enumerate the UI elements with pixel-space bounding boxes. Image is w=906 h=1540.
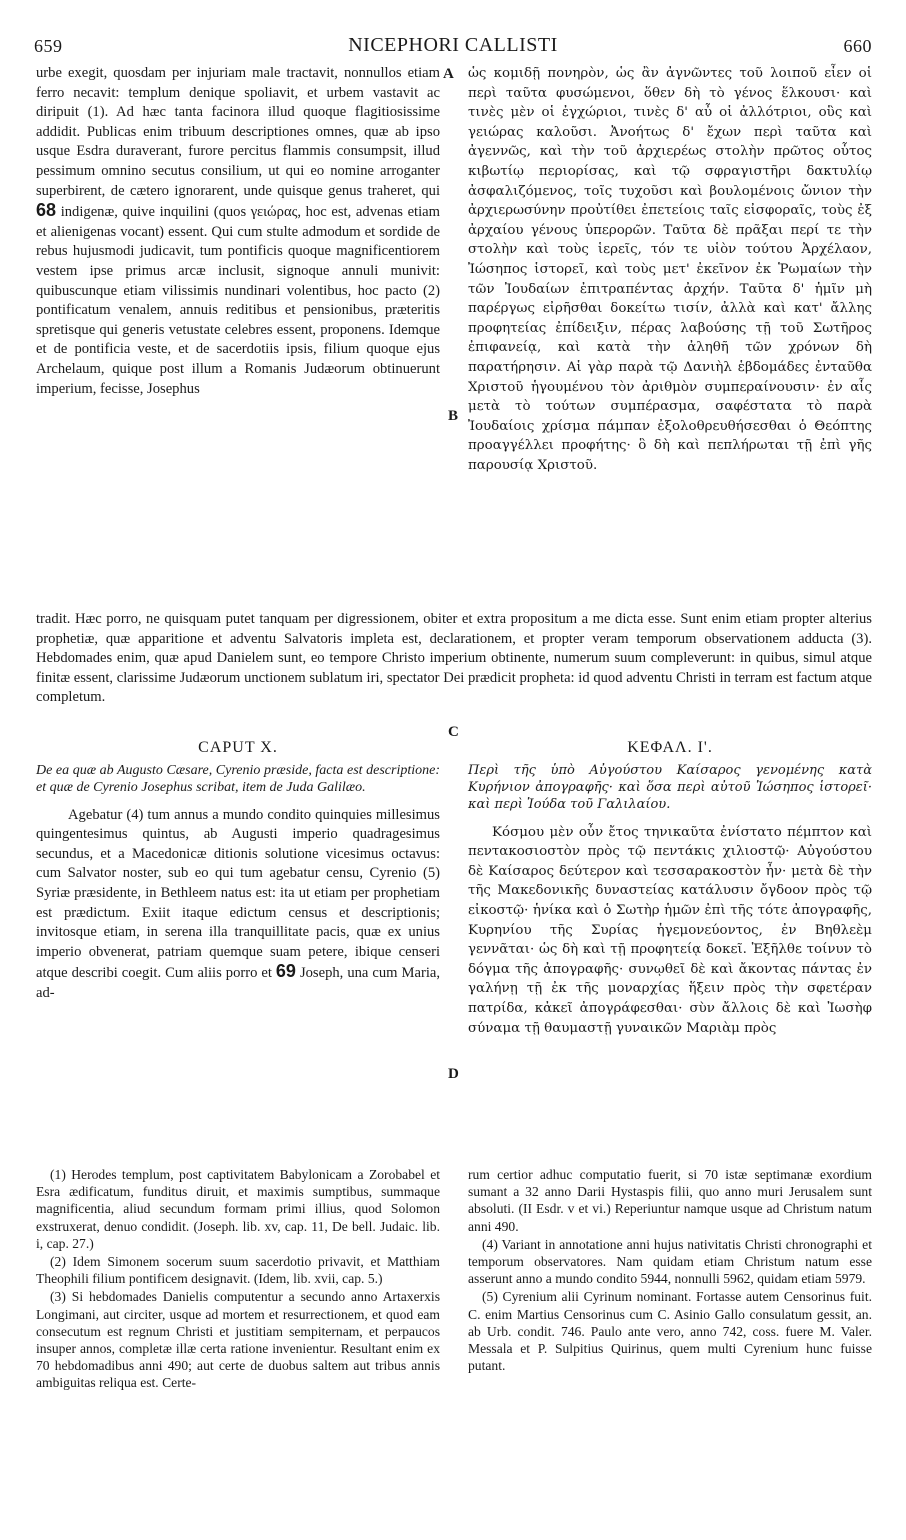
margin-marker-a: A [443,66,454,82]
footnote: (4) Variant in annotatione anni hujus nativitatis Christi chronographi et temporum observatores. Nam quidam etiam Christum natum esse asserunt anno a mundo condito 5944, nonnulli 5962, quidam etiam 5979. [468,1236,872,1287]
latin-text-a: urbe exegit, quosdam per injuriam male tractavit, nonnullos etiam ferro necavit: templum denique spoliavit, et urbem vastavit ac diripuit (1). Ad hæc tanta facinora illud quoque flagitiosissime addidit. Publicas enim tribuum descriptiones omnes, quæ ab ipso usque Esdra duraverant, furore percitus flammis consumpsit, illud pessimum omnino secutus consilium, ut qui eo nomine arroganter superbirent, de cætero ignorarent, unde quisque genus traheret, qui [36,65,440,199]
page-number-right: 660 [843,36,872,56]
latin-text-b: indigenæ, quive inquilini (quos γειώρας, hoc est, advenas etiam et alienigenas vocant) essent. Qui cum stulte admodum et sordide de rebus hujusmodi judicavit, tum pontificis quoque magnificentiorem vestem ipse primus arcæ inclusit, signoque annuli munivit: quibuscunque etiam vilissimis nundinari volentibus, hoc pacto (2) pontificatum venalem, annuis reditibus et pensionibus, præteritis spretisque qui generis vetustate celebres essent, proponens. Idemque et de pontificia veste, et de sacerdotiis ipsis, filium quoque ejus Archelaum, quique post illum a Romanis Judæorum obtinuerunt imperium, fecisse, Josephus [36,204,440,397]
footnote: (1) Herodes templum, post captivitatem Babylonicam a Zorobabel et Esra ædificatum, funditus diruit, et maximis sumptibus, summaque magnificentia, aliud secundum formam primi illius, quod Solomon exstruxerat, denuo condidit. (Joseph. lib. xv, cap. 11, De bell. Judaic. lib. i, cap. 27.) [36,1167,440,1251]
footnotes-right [468,1166,872,1375]
chapter-latin-text-b: Joseph, una cum Maria, ad- [36,965,440,1001]
footnote: (3) Si hebdomades Danielis computentur a secundo anno Artaxerxis Longimani, aut circiter, usque ad mortem et resurrectionem, et quod eam consecutum est regnum Christi et justitiam sempiternam, et perpaucos insuper annos, completæ illæ certa ratione invenientur. Resultant enim ex 70 hebdomadibus anni 490; aut certe de duobus saltem aut tribus annis ambiguitas reliqua est. Certe- [36,1289,440,1391]
marginal-number: 69 [275,961,296,982]
chapter-heading-latin: CAPUT X. [198,739,278,756]
page-number-left: 659 [34,36,63,56]
chapter-summary-latin: De ea quæ ab Augusto Cæsare, Cyrenio præside, facta est descriptione: et quæ de Cyrenio Josephus scribat, item de Juda Galilæo. [36,762,440,795]
margin-marker-c: C [448,724,459,740]
greek-column-top [468,64,872,475]
chapter-body-latin [36,806,440,1004]
footnote: rum certior adhuc computatio fuerit, si 70 istæ septimanæ exordium sumant a 32 anno Darii Hystaspis filii, quo anno muri Jerusalem sunt absoluti. (II Esdr. v et vi.) Reperiuntur namque usque ad Christum natum anni 490. [468,1167,872,1234]
chapter-latin [36,738,440,1004]
footnote: (2) Idem Simonem socerum suum sacerdotio privavit, et Matthiam Theophili filium pontificem designavit. (Idem, lib. xvii, cap. 5.) [36,1254,440,1287]
footnotes-left [36,1166,440,1393]
footnote: (5) Cyrenium alii Cyrinum nominant. Fortasse autem Censorinus fuit. C. enim Martius Censorinus cum C. Asinio Gallo consulatum gessit, an. ab Urb. condit. 746. Paulo ante vero, anno 742, coss. fuere M. Valer. Messala et P. Sulpitius Quirinus, quem multi Cyrenium hunc fuisse putant. [468,1289,872,1374]
latin-continuation: tradit. Hæc porro, ne quisquam putet tanquam per digressionem, obiter et extra propositum a me dicta esse. Sunt enim etiam propter alterius prophetiæ, quæ apparitione et adventu Salvatoris impleta est, declarationem, et propter veram temporum observationem adducta (3). Hebdomades enim, quæ apud Danielem sunt, eo tempore Christo imperium obtinente, numerum suum compleverunt: in quibus, simul atque finitæ essent, clarissime Judæorum unctionem sublatum iri, spectator Dei prædicit propheta: id quod adventu Christi in terram est factum atque completum. [36,611,872,706]
margin-marker-b: B [448,408,459,424]
running-title: NICEPHORI CALLISTI [348,34,558,56]
margin-marker-d: D [448,1066,459,1082]
chapter-latin-text-a: Agebatur (4) tum annus a mundo condito quinquies millesimus quingentesimus quintus, ab Augusti imperio quadragesimus secundus, et a Macedonicæ ditionis solutione vicesimus octavus: cum Salvator noster, sub eo qui tum agebatur censu, Cyrenio (5) Syriæ præsidente, in Bethleem natus est: ita ut etiam per prophetiam est prædictum. Exiit itaque edictum census et descriptionis; invitosque etiam, in serena illa tranquillitate pacis, quæ ex unius imperio obvenerat, patriam quemque suam petere, ibique censeri atque describi coegit. Cum aliis porro et [36,806,440,982]
chapter-summary-greek: Περὶ τῆς ὑπὸ Αὐγούστου Καίσαρος γενομένης κατὰ Κυρήνιον ἀπογραφῆς· καὶ ὅσα περὶ αὐτοῦ Ἰώσηπος ἱστορεῖ· καὶ περὶ Ἰούδα τοῦ Γαλιλαίου. [468,762,872,812]
chapter-body-greek: Κόσμου μὲν οὖν ἔτος τηνικαῦτα ἐνίστατο πέμπτον καὶ πεντακοσιοστὸν πρὸς τῷ πεντάκις χιλιοστῷ· Αὐγούστου δὲ Καίσαρος δεύτερον καὶ τεσσαρακοστὸν ἦν· μετὰ δὲ τὴν τῆς Μακεδονικῆς δυναστείας κατάλυσιν ὄγδοον πρὸς τῷ εἰκοστῷ· ἡνίκα καὶ ὁ Σωτὴρ ἡμῶν ἐπὶ τῆς τότε ἀπογραφῆς, Κυρηνίου τῆς Συρίας ἡγεμονεύοντος, ἐν Βηθλεὲμ γεννᾶται· ὡς δὴ καὶ τῇ προφητείᾳ δοκεῖ. Ἐξῆλθε τοίνυν τὸ δόγμα τῆς ἀπογραφῆς· συνῳθεῖ δὲ καὶ ἄκοντας πάντας ἐν γαλήνῃ τῇ ἐκ τῆς μοναρχίας ἥξειν πρὸς τὴν σφετέραν πατρίδα, κἀκεῖ ἀπογράφεσθαι· σὺν ἄλλοις δὲ καὶ Ἰωσὴφ σύναμα τῇ θαυμαστῇ γυναικῶν Μαριὰμ πρὸς [468,824,872,1036]
running-header [34,30,872,60]
marginal-number: 68 [36,200,57,221]
chapter-heading-greek: ΚΕΦΑΛ. Ι'. [627,739,713,756]
chapter-greek [468,738,872,1038]
latin-full-width-text [36,610,872,708]
greek-paragraph: ὡς κομιδῇ πονηρὸν, ὡς ἂν ἀγνῶντες τοῦ λοιποῦ εἶεν οἱ περὶ ταῦτα φυσώμενοι, ὅθεν δὴ τὸ γένος ἕλκουσι· καὶ τινὲς μὲν οἱ ἐγχώριοι, τινὲς δ' αὖ οἱ ἀλλότριοι, οὓς καὶ γειώρας καλοῦσι. Ἀνοήτως δ' ἔχων περὶ ταῦτα καὶ ἀγεννῶς, καὶ τὴν τοῦ ἀρχιερέως στολὴν πρῶτος οὗτος κιβωτίῳ περιορίσας, καὶ τῷ σφραγιστῆρι δακτυλίῳ ἀσφαλιζόμενος, τοῖς τυχοῦσι καὶ βουλομένοις ὤνιον τὴν ἀρχιερωσύνην προὐτίθει ἐπετείοις ταῖς εἰσφοραῖς, τοὺς ἐξ ἀρχαίου γένους ὑπερορῶν. Ταῦτα δὲ πρᾶξαι περί τε τὴν στολὴν καὶ τοὺς ἱερεῖς, τόν τε υἱὸν τούτου Ἀρχέλαον, Ἰώσηπος ἱστορεῖ, καὶ τοὺς μετ' ἐκεῖνον ἐκ Ῥωμαίων τὴν τῶν Ἰουδαίων ἐπιτραπέντας ἀρχήν. Ταῦτα δ' ἡμῖν μὴ παρέργως εἰρῆσθαι δοκείτω τισίν, ἀλλὰ καὶ κατ' ἄλλης προφητείας ἐπίδειξιν, πέρας λαβούσης τῇ τοῦ Σωτῆρος ἐπιφανείᾳ, καὶ κατὰ τὴν ἀληθῆ τῶν χρόνων δὴ παρατήρησιν. Αἱ γὰρ παρὰ τῷ Δανιὴλ ἑβδομάδες ἐνταῦθα Χριστοῦ ἡγουμένου τὸν ἀριθμὸν συμπεραίνουσιν· ἐν αἷς μετὰ τὸ τούτων συμπέρασμα, σαφέστατα τὸ παρὰ Ἰουδαίοις χρίσμα πάμπαν ἐξολοθρευθήσεσθαι ὁ Θεόπτης προαγγέλλει προφήτης· ὃ δὴ καὶ πεπλήρωται τῇ ἐπὶ γῆς παρουσίᾳ Χριστοῦ. [468,66,872,473]
latin-column-top [36,64,440,399]
latin-paragraph [36,64,440,399]
